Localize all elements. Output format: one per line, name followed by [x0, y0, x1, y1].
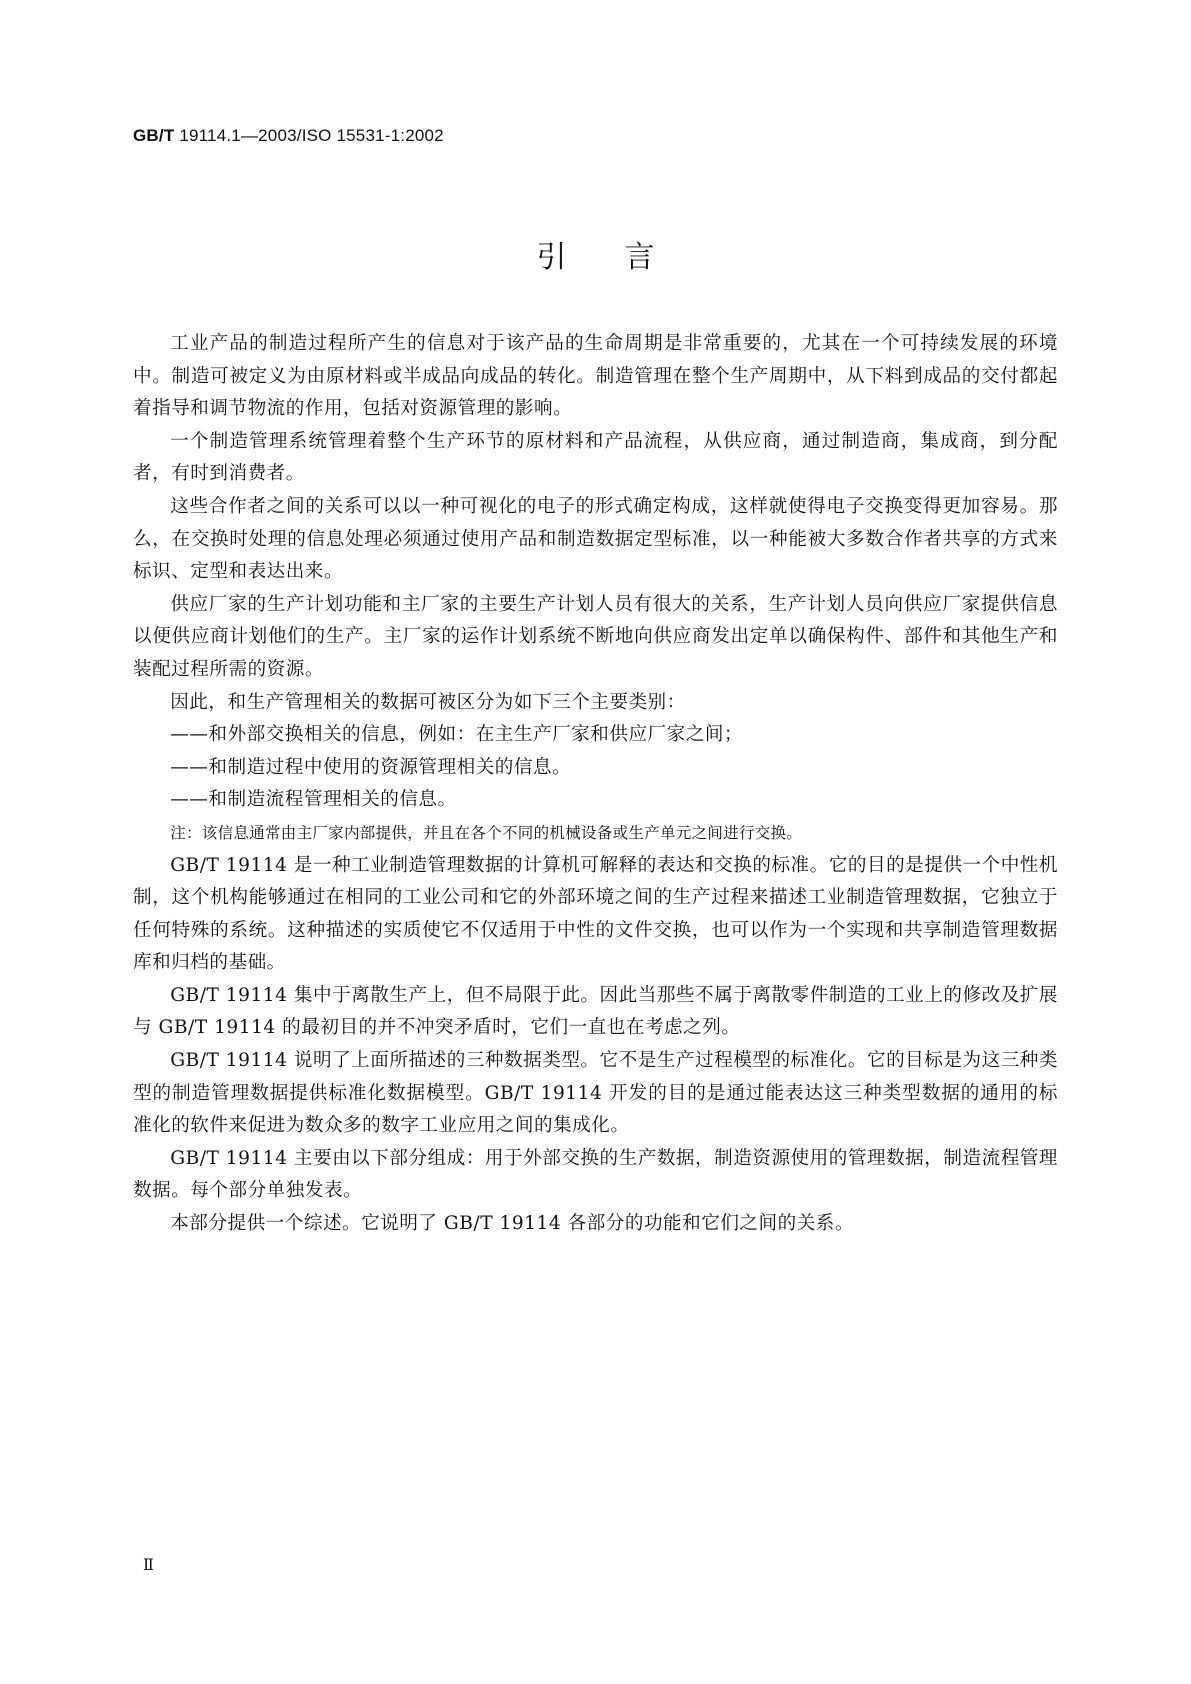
- paragraph: 因此，和生产管理相关的数据可被区分为如下三个主要类别：: [170, 691, 686, 713]
- dash-list-item: ——和外部交换相关的信息，例如：在主生产厂家和供应厂家之间；: [170, 724, 744, 746]
- note: 注：该信息通常由主厂家内部提供，并且在各个不同的机械设备或生产单元之间进行交换。: [170, 823, 803, 842]
- standard-number: 19114.1—2003/ISO 15531-1:2002: [179, 126, 444, 145]
- paragraph: GB/T 19114 主要由以下部分组成：用于外部交换的生产数据，制造资源使用的管理数据，制造流程管理数据。每个部分单独发表。: [133, 1147, 1058, 1202]
- paragraph: 供应厂家的生产计划功能和主厂家的主要生产计划人员有很大的关系，生产计划人员向供应厂家提供信息以便供应商计划他们的生产。主厂家的运作计划系统不断地向供应商发出定单以确保构件、部件和其他生产和装配过程所需的资源。: [133, 593, 1058, 680]
- paragraph: GB/T 19114 说明了上面所描述的三种数据类型。它不是生产过程模型的标准化。它的目标是为这三种类型的制造管理数据提供标准化数据模型。GB/T 19114 开发的目的是通过能表达这三种类型数据的通用的标准化的软件来促进为数众多的数字工业应用之间的集成化。: [133, 1050, 1058, 1137]
- paragraph: 工业产品的制造过程所产生的信息对于该产品的生命周期是非常重要的，尤其在一个可持续发展的环境中。制造可被定义为由原材料或半成品向成品的转化。制造管理在整个生产周期中，从下料到成品的交付都起着指导和调节物流的作用，包括对资源管理的影响。: [133, 333, 1058, 420]
- paragraph: GB/T 19114 集中于离散生产上，但不局限于此。因此当那些不属于离散零件制造的工业上的修改及扩展与 GB/T 19114 的最初目的并不冲突矛盾时，它们一直也在考虑之列。: [133, 984, 1058, 1039]
- page-title: 引言: [536, 240, 713, 275]
- standard-code: GB/T: [133, 126, 175, 145]
- paragraph: 本部分提供一个综述。它说明了 GB/T 19114 各部分的功能和它们之间的关系。: [170, 1213, 854, 1235]
- page-number: Ⅱ: [143, 1555, 154, 1574]
- paragraph: GB/T 19114 是一种工业制造管理数据的计算机可解释的表达和交换的标准。它的目的是提供一个中性机制，这个机构能够通过在相同的工业公司和它的外部环境之间的生产过程来描述工业制造管理数据，它独立于任何特殊的系统。这种描述的实质使它不仅适用于中性的文件交换，也可以作为一个实现和共享制造管理数据库和归档的基础。: [133, 854, 1058, 974]
- dash-list-item: ——和制造流程管理相关的信息。: [170, 789, 457, 811]
- paragraph: 这些合作者之间的关系可以以一种可视化的电子的形式确定构成，这样就使得电子交换变得更加容易。那么，在交换时处理的信息处理必须通过使用产品和制造数据定型标准，以一种能被大多数合作者共享的方式来标识、定型和表达出来。: [133, 495, 1058, 583]
- paragraph: 一个制造管理系统管理着整个生产环节的原材料和产品流程，从供应商，通过制造商，集成商，到分配者，有时到消费者。: [133, 430, 1058, 485]
- document-header: [133, 126, 444, 146]
- document-body: [133, 328, 1058, 1241]
- dash-list-item: ——和制造过程中使用的资源管理相关的信息。: [170, 756, 572, 778]
